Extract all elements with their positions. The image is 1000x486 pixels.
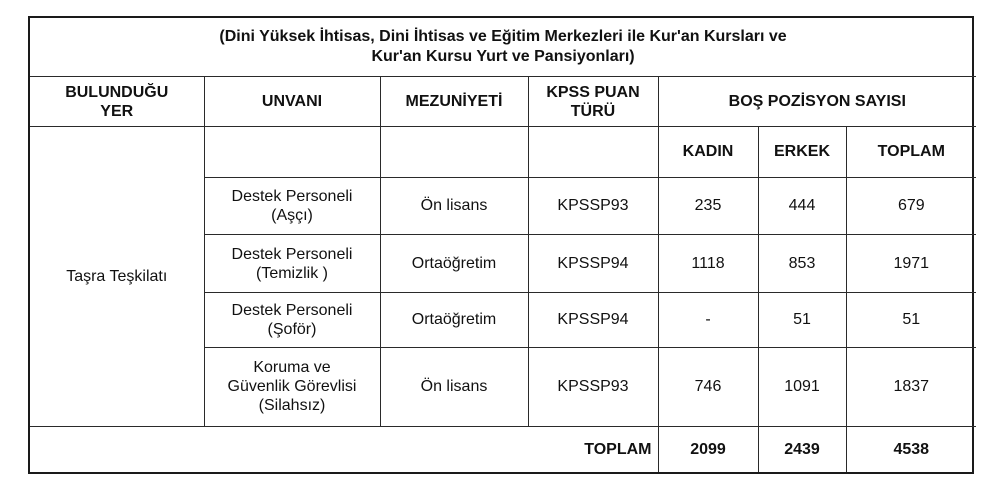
header-location-line-2: YER (100, 102, 134, 120)
row-title-line: Güvenlik Görevlisi (227, 378, 357, 396)
total-female: 2099 (658, 426, 758, 472)
total-label: TOPLAM (30, 426, 658, 472)
vacancy-table (30, 18, 976, 472)
row-title-line: Destek Personeli (231, 187, 353, 205)
row-education: Ön lisans (380, 347, 528, 426)
row-total: 679 (846, 177, 976, 235)
row-education: Ortaöğretim (380, 235, 528, 293)
header-kpss-line-1: KPSS PUAN (546, 83, 640, 101)
header-kpss (528, 77, 658, 127)
row-male: 51 (758, 293, 846, 348)
empty-title-cell (204, 126, 380, 177)
row-title (204, 235, 380, 293)
header-vacancy: BOŞ POZİSYON SAYISI (658, 77, 976, 127)
table-title-line-1: (Dini Yüksek İhtisas, Dini İhtisas ve Eğitim Merkezleri ile Kur'an Kursları ve (219, 28, 787, 46)
row-male: 1091 (758, 347, 846, 426)
header-education: MEZUNİYETİ (380, 77, 528, 127)
empty-education-cell (380, 126, 528, 177)
header-female: KADIN (658, 126, 758, 177)
row-title (204, 293, 380, 348)
row-title-line: Destek Personeli (231, 245, 353, 263)
row-title (204, 347, 380, 426)
header-location (30, 77, 204, 127)
row-female: - (658, 293, 758, 348)
row-title-line: (Şoför) (267, 320, 317, 338)
row-title-line: Koruma ve (253, 359, 331, 377)
row-male: 444 (758, 177, 846, 235)
row-title-line: (Silahsız) (258, 397, 326, 415)
row-kpss: KPSSP93 (528, 177, 658, 235)
location-cell: Taşra Teşkilatı (30, 126, 204, 426)
row-kpss: KPSSP94 (528, 293, 658, 348)
row-title (204, 177, 380, 235)
row-total: 51 (846, 293, 976, 348)
table-title (30, 18, 976, 77)
header-total: TOPLAM (846, 126, 976, 177)
row-kpss: KPSSP94 (528, 235, 658, 293)
row-female: 746 (658, 347, 758, 426)
total-overall: 4538 (846, 426, 976, 472)
empty-kpss-cell (528, 126, 658, 177)
row-female: 1118 (658, 235, 758, 293)
row-education: Ön lisans (380, 177, 528, 235)
header-title: UNVANI (204, 77, 380, 127)
vacancy-table-frame (28, 16, 974, 474)
row-title-line: (Temizlik ) (256, 264, 328, 282)
row-title-line: (Aşçı) (271, 206, 313, 224)
row-kpss: KPSSP93 (528, 347, 658, 426)
table-title-line-2: Kur'an Kursu Yurt ve Pansiyonları) (371, 48, 635, 66)
row-female: 235 (658, 177, 758, 235)
total-male: 2439 (758, 426, 846, 472)
total-row (30, 426, 976, 472)
row-education: Ortaöğretim (380, 293, 528, 348)
row-male: 853 (758, 235, 846, 293)
header-male: ERKEK (758, 126, 846, 177)
header-kpss-line-2: TÜRÜ (570, 102, 616, 120)
row-title-line: Destek Personeli (231, 301, 353, 319)
row-total: 1971 (846, 235, 976, 293)
row-total: 1837 (846, 347, 976, 426)
header-location-line-1: BULUNDUĞU (65, 83, 169, 101)
